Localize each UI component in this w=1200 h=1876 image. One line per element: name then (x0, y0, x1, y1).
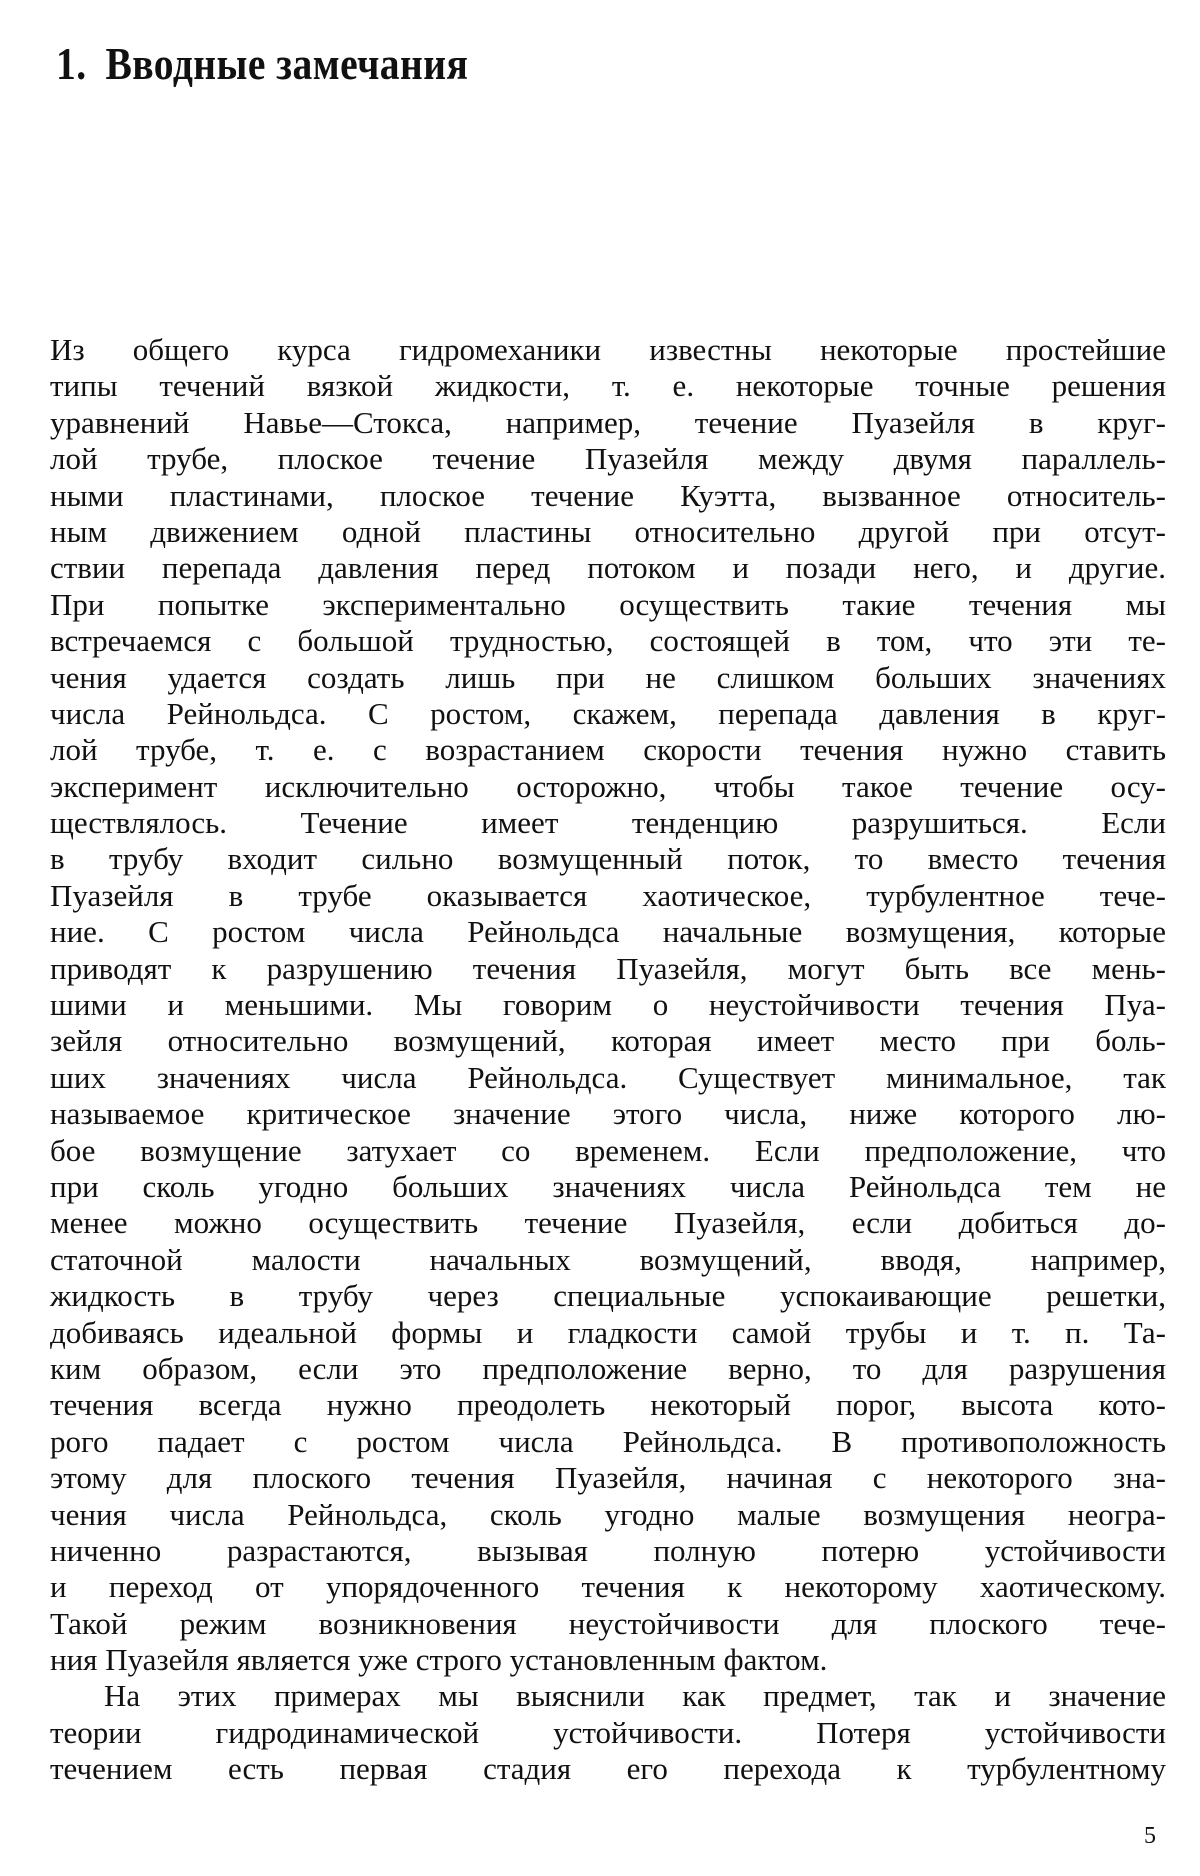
text-line: и переход от упорядоченного течения к некоторому хаотическому. (50, 1569, 1166, 1605)
text-line: в трубу входит сильно возмущенный поток, то вместо течения (50, 841, 1166, 877)
text-line: лой трубе, плоское течение Пуазейля между двумя параллель- (50, 441, 1166, 477)
text-line: ния Пуазейля является уже строго установленным фактом. (50, 1642, 828, 1678)
text-line: бое возмущение затухает со временем. Если предположение, что (50, 1132, 1166, 1168)
text-line: приводят к разрушению течения Пуазейля, могут быть все мень- (50, 950, 1166, 986)
text-line: эксперимент исключительно осторожно, чтобы такое течение осу- (50, 768, 1166, 804)
text-line: числа Рейнольдса. С ростом, скажем, перепада давления в круг- (50, 695, 1166, 731)
text-line: зейля относительно возмущений, которая имеет место при боль- (50, 1023, 1166, 1059)
text-line: при сколь угодно больших значениях числа Рейнольдса тем не (50, 1168, 1166, 1204)
section-number: 1. (56, 38, 87, 89)
text-line: течением есть первая стадия его перехода к турбулентному (50, 1751, 1166, 1787)
text-line: жидкость в трубу через специальные успокаивающие решетки, (50, 1278, 1166, 1314)
paragraph (50, 1678, 1166, 1787)
paragraph (50, 332, 1166, 1678)
text-line: лой трубе, т. е. с возрастанием скорости течения нужно ставить (50, 732, 1166, 768)
text-line: чения удается создать лишь при не слишком больших значениях (50, 659, 1166, 695)
text-line: течения всегда нужно преодолеть некоторый порог, высота кото- (50, 1387, 1166, 1423)
text-line: менее можно осуществить течение Пуазейля, если добиться до- (50, 1205, 1166, 1241)
text-line: Такой режим возникновения неустойчивости для плоского тече- (50, 1605, 1166, 1641)
text-line: рого падает с ростом числа Рейнольдса. В противоположность (50, 1423, 1166, 1459)
text-line: добиваясь идеальной формы и гладкости самой трубы и т. п. Та- (50, 1314, 1166, 1350)
page-number: 5 (1144, 1823, 1156, 1849)
section-title: Вводные замечания (105, 38, 469, 89)
text-line: типы течений вязкой жидкости, т. е. некоторые точные решения (50, 368, 1166, 404)
text-line: При попытке экспериментально осуществить такие течения мы (50, 586, 1166, 622)
text-line: ших значениях числа Рейнольдса. Существует минимальное, так (50, 1059, 1166, 1095)
text-line: уравнений Навье—Стокса, например, течение Пуазейля в круг- (50, 404, 1166, 440)
text-line: Пуазейля в трубе оказывается хаотическое, турбулентное тече- (50, 877, 1166, 913)
section-heading (56, 36, 468, 92)
text-line: встречаемся с большой трудностью, состоящей в том, что эти те- (50, 623, 1166, 659)
text-line: ние. С ростом числа Рейнольдса начальные возмущения, которые (50, 914, 1166, 950)
text-line: ниченно разрастаются, вызывая полную потерю устойчивости (50, 1532, 1166, 1568)
text-line: ным движением одной пластины относительно другой при отсут- (50, 513, 1166, 549)
text-line: называемое критическое значение этого числа, ниже которого лю- (50, 1096, 1166, 1132)
text-line: Из общего курса гидромеханики известны некоторые простейшие (50, 332, 1166, 367)
text-line: этому для плоского течения Пуазейля, начиная с некоторого зна- (50, 1460, 1166, 1496)
body-text (50, 332, 1166, 1788)
text-line: шими и меньшими. Мы говорим о неустойчивости течения Пуа- (50, 987, 1166, 1023)
text-line: ными пластинами, плоское течение Куэтта, вызванное относитель- (50, 477, 1166, 513)
text-line: статочной малости начальных возмущений, вводя, например, (50, 1241, 1166, 1277)
text-line: чения числа Рейнольдса, сколь угодно малые возмущения неогра- (50, 1496, 1166, 1532)
text-line: ществлялось. Течение имеет тенденцию разрушиться. Если (50, 805, 1166, 841)
text-line: ким образом, если это предположение верно, то для разрушения (50, 1350, 1166, 1386)
text-line: На этих примерах мы выяснили как предмет, так и значение (104, 1678, 1166, 1714)
text-line: теории гидродинамической устойчивости. Потеря устойчивости (50, 1714, 1166, 1750)
text-line: ствии перепада давления перед потоком и позади него, и другие. (50, 550, 1166, 586)
